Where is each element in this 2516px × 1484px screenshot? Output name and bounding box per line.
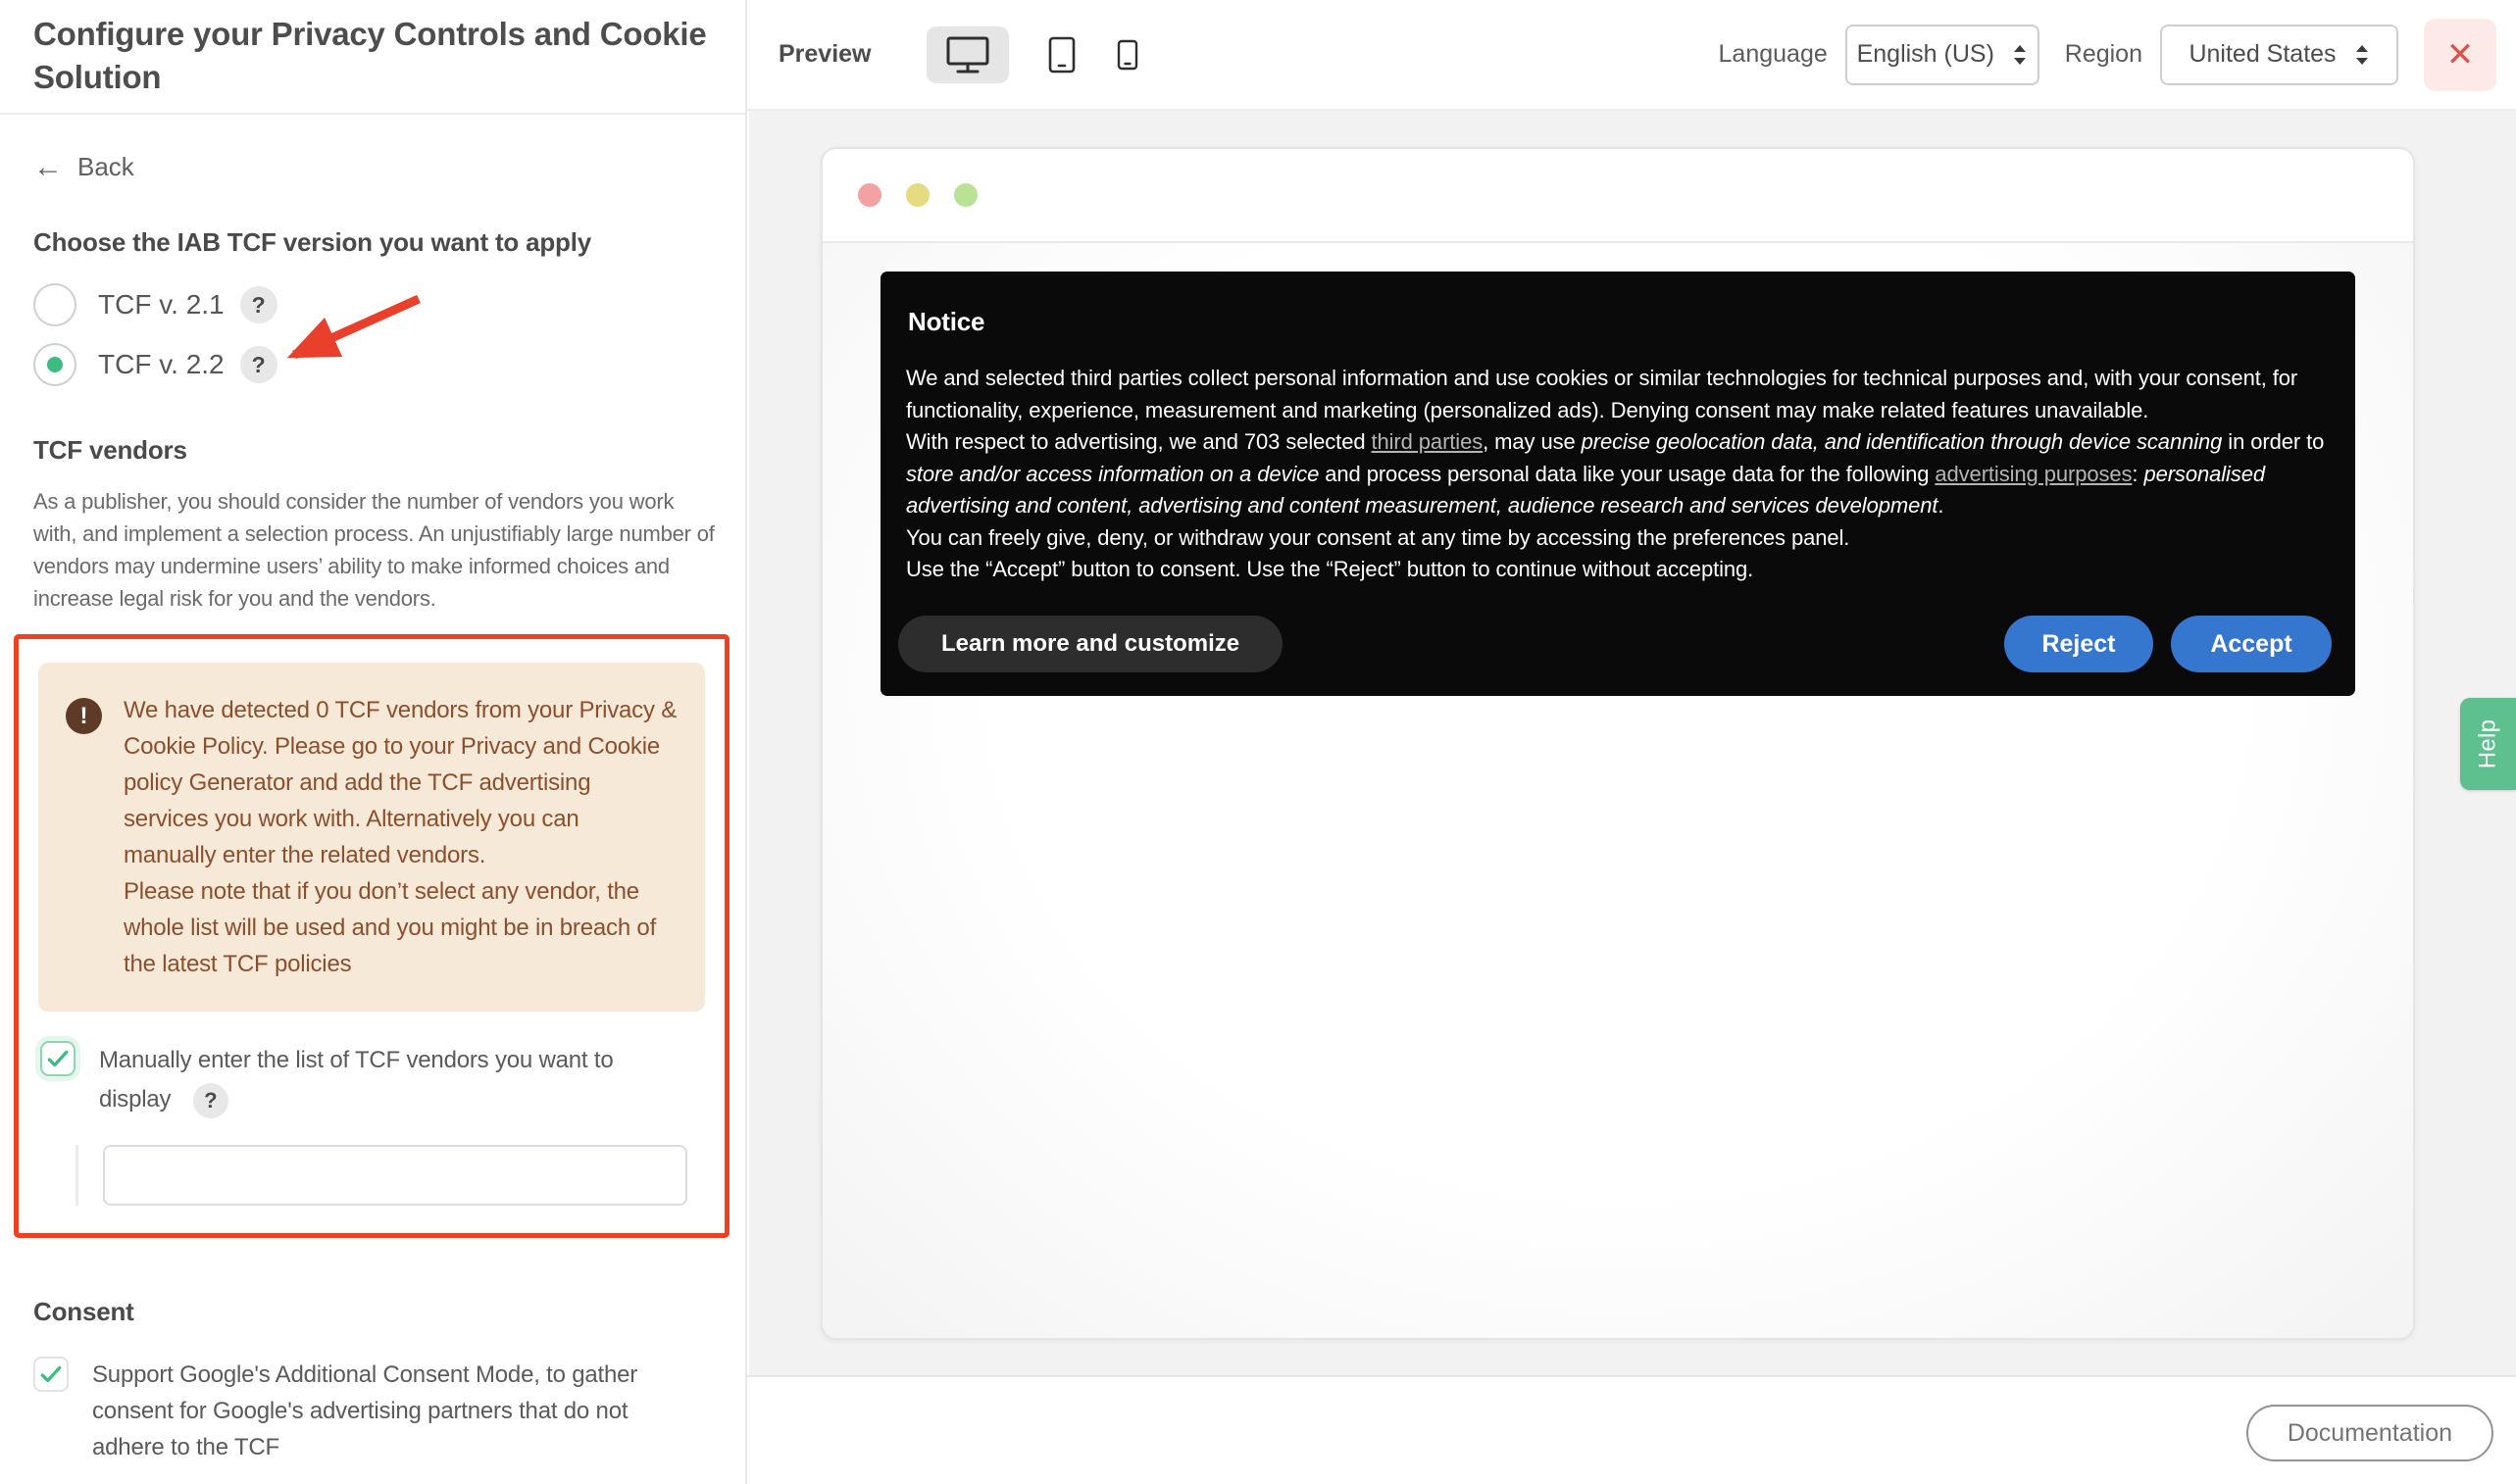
reject-button[interactable]: Reject	[2004, 616, 2153, 672]
close-button[interactable]	[2424, 19, 2496, 91]
tcf-version-radio-group	[33, 279, 712, 390]
radio-option-tcf-2-2[interactable]	[33, 339, 712, 390]
radio-option-tcf-2-1[interactable]	[33, 279, 712, 330]
browser-mockup-body	[823, 243, 2413, 1338]
manual-vendors-label: Manually enter the list of TCF vendors you want to display ?	[99, 1041, 643, 1119]
warning-paragraph: Please note that if you don’t select any vendor, the whole list will be used and you might be in breach of the latest TCF policies	[124, 878, 657, 977]
warning-text	[124, 692, 678, 982]
radio-label: TCF v. 2.2	[98, 349, 225, 379]
notice-paragraph: With respect to advertising, we and 703 selected third parties, may use precise geolocation data, and identification through device scanning in order to store and/or access information on a device and process personal data like your usage data for the following advertising purposes: personalised advertising and content, advertising and content measurement, audience research and services development.	[906, 429, 2325, 518]
radio-label: TCF v. 2.1	[98, 289, 225, 320]
radio-selected-icon[interactable]	[33, 343, 76, 386]
traffic-light-yellow-icon	[906, 183, 930, 207]
browser-mockup	[821, 147, 2415, 1340]
back-button[interactable]	[33, 152, 151, 182]
accept-button[interactable]: Accept	[2171, 616, 2332, 672]
desktop-icon	[945, 35, 990, 74]
sort-arrows-icon	[2354, 44, 2370, 66]
notice-title: Notice	[908, 307, 985, 336]
checkmark-icon	[38, 1361, 64, 1387]
consent-heading: Consent	[33, 1297, 134, 1326]
language-value: English (US)	[1856, 40, 1994, 68]
radio-unselected-icon[interactable]	[33, 283, 76, 326]
footer-bar	[747, 1375, 2516, 1484]
back-arrow-icon: ←	[33, 150, 63, 183]
documentation-button[interactable]: Documentation	[2246, 1405, 2493, 1461]
help-badge-icon[interactable]: ?	[193, 1083, 228, 1118]
close-icon: ✕	[2445, 35, 2475, 74]
region-label: Region	[2064, 40, 2142, 68]
device-desktop-button[interactable]	[927, 26, 1009, 83]
google-acm-checkbox[interactable]	[33, 1357, 69, 1392]
help-tab-label: Help	[2474, 718, 2501, 769]
device-mobile-button[interactable]	[1117, 39, 1138, 71]
tablet-icon	[1048, 36, 1076, 74]
help-tab[interactable]	[2460, 698, 2516, 790]
warning-paragraph: We have detected 0 TCF vendors from your Privacy & Cookie Policy. Please go to your Privacy and Cookie policy Generator and add the TCF advertising services you work with. Alternatively you can manually enter the related vendors.	[124, 697, 678, 868]
vendors-warning-alert	[38, 663, 705, 1012]
vendors-list-input[interactable]	[103, 1145, 687, 1206]
tcf-vendors-highlight-box	[14, 634, 730, 1238]
language-select[interactable]	[1845, 25, 2039, 85]
manual-vendors-row	[40, 1041, 705, 1119]
tcf-vendors-description: As a publisher, you should consider the number of vendors you work with, and implement a selection process. An unjustifiably large number of vendors may undermine users’ ability to make informed choices and increase legal risk for you and the vendors.	[33, 489, 715, 611]
notice-body	[906, 363, 2330, 586]
preview-label: Preview	[779, 40, 872, 68]
tcf-vendors-heading: TCF vendors	[33, 435, 187, 465]
browser-mockup-header	[823, 149, 2413, 243]
sidebar-header	[0, 0, 745, 115]
traffic-light-red-icon	[858, 183, 881, 207]
tcf-version-heading: Choose the IAB TCF version you want to apply	[33, 227, 592, 257]
preview-canvas	[749, 111, 2516, 1375]
traffic-light-green-icon	[954, 183, 978, 207]
help-badge-icon[interactable]: ?	[240, 286, 277, 323]
indent-guide	[75, 1145, 78, 1206]
manual-vendors-checkbox[interactable]	[40, 1041, 75, 1076]
cookie-notice-banner	[881, 272, 2355, 696]
region-value: United States	[2189, 40, 2337, 68]
google-acm-label: Support Google's Additional Consent Mode, to gather consent for Google's advertising partners that do not adhere to the TCF	[92, 1361, 638, 1460]
notice-paragraph: You can freely give, deny, or withdraw your consent at any time by accessing the preferences panel.	[906, 524, 1850, 550]
mobile-icon	[1117, 39, 1138, 71]
learn-more-button[interactable]: Learn more and customize	[898, 616, 1283, 672]
vendors-input-row	[38, 1145, 705, 1206]
checkmark-icon	[45, 1046, 71, 1071]
help-badge-icon[interactable]: ?	[240, 346, 277, 383]
notice-paragraph: We and selected third parties collect personal information and use cookies or similar technologies for technical purposes and, with your consent, for functionality, experience, measurement and marketing (personalized ads). Denying consent may make related features unavailable.	[906, 366, 2298, 422]
google-acm-row	[33, 1357, 712, 1465]
notice-button-row	[898, 616, 2332, 672]
language-label: Language	[1718, 40, 1828, 68]
preview-toolbar	[747, 0, 2516, 111]
notice-paragraph: Use the “Accept” button to consent. Use the “Reject” button to continue without accepting.	[906, 557, 1754, 581]
device-tablet-button[interactable]	[1048, 36, 1076, 74]
page-title: Configure your Privacy Controls and Cookie Solution	[33, 16, 707, 95]
back-label: Back	[77, 152, 134, 181]
config-sidebar	[0, 0, 747, 1484]
warning-icon: !	[66, 698, 102, 734]
sort-arrows-icon	[2012, 44, 2028, 66]
region-select[interactable]	[2160, 25, 2398, 85]
